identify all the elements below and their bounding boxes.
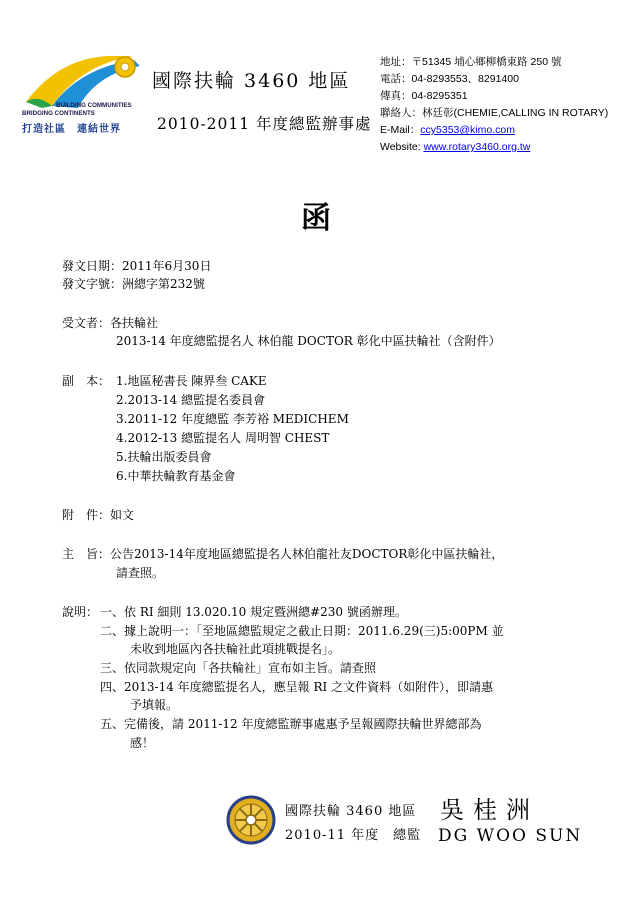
contact-fax: 傳真：04-8295351 bbox=[380, 90, 468, 102]
cc-item: 6.中華扶輪教育基金會 bbox=[116, 469, 236, 483]
email-label: E-Mail： bbox=[380, 124, 421, 136]
district-title: 國際扶輪 3460 地區 bbox=[152, 70, 351, 92]
issue-number: 發文字號：洲總字第232號 bbox=[62, 277, 205, 291]
contact-website-row bbox=[380, 139, 608, 156]
issue-date: 發文日期：2011年6月30日 bbox=[62, 259, 212, 273]
document-title: 函 bbox=[301, 201, 331, 236]
explanation-item: 一、依 RI 細則 13.020.10 規定暨洲總#230 號函辦理。 bbox=[100, 605, 407, 619]
explanation-item: 予填報。 bbox=[130, 698, 179, 712]
contact-email-row bbox=[380, 122, 608, 139]
cc-item: 5.扶輪出版委員會 bbox=[116, 450, 212, 464]
cc-item: 2.2013-14 總監提名委員會 bbox=[116, 393, 266, 407]
cc-item: 1.地區秘書長 陳界叁 CAKE bbox=[116, 374, 267, 388]
logo-line2: BRIDGING CONTINENTS bbox=[22, 110, 95, 117]
subject-line2: 請查照。 bbox=[116, 566, 165, 580]
bridge-logo-icon bbox=[22, 50, 152, 110]
contact-phone: 電話：04-8293553、8291400 bbox=[380, 73, 519, 85]
cc-label: 副 本： bbox=[62, 374, 111, 388]
contact-person: 聯絡人：林廷彰(CHEMIE,CALLING IN ROTARY) bbox=[380, 107, 609, 119]
cc-item: 4.2012-13 總監提名人 周明智 CHEST bbox=[116, 431, 330, 445]
logo-line1: BUILDING COMMUNITIES bbox=[56, 102, 132, 109]
rotary-wheel-icon bbox=[226, 795, 276, 845]
signature-name-cn: 吳桂洲 bbox=[440, 796, 539, 824]
office-title: 2010-2011 年度總監辦事處 bbox=[157, 115, 372, 133]
contact-address: 地址：〒51345 埔心鄉柳橋東路 250 號 bbox=[380, 56, 562, 68]
logo-slogan: 打造社區 連結世界 bbox=[22, 124, 121, 135]
explanation-item: 感！ bbox=[130, 736, 155, 750]
website-link[interactable]: www.rotary3460.org.tw bbox=[423, 141, 531, 153]
explanation-item: 三、依同款規定向「各扶輪社」宣布如主旨。請查照 bbox=[100, 661, 377, 675]
email-link[interactable]: ccy5353@kimo.com bbox=[420, 124, 515, 136]
contact-block bbox=[380, 54, 608, 156]
district-logo bbox=[22, 50, 152, 140]
recipient-label: 受文者：各扶輪社 bbox=[62, 316, 159, 330]
signature-title: 2010-11 年度 總監 bbox=[285, 828, 422, 843]
signature-name-en: DG WOO SUN bbox=[438, 826, 583, 846]
website-label: Website: bbox=[380, 141, 424, 153]
explanation-item: 五、完備後，請 2011-12 年度總監辦事處惠予呈報國際扶輪世界總部為 bbox=[100, 717, 482, 731]
attachment: 附 件：如文 bbox=[62, 508, 135, 522]
explanation-label: 說明： bbox=[62, 605, 99, 619]
explanation-item: 四、2013-14 年度總監提名人，應呈報 RI 之文件資料（如附件），即請惠 bbox=[100, 680, 494, 694]
explanation-item: 未收到地區內各扶輪社此項挑戰提名」。 bbox=[130, 642, 341, 656]
recipient-detail: 2013-14 年度總監提名人 林伯龍 DOCTOR 彰化中區扶輪社（含附件） bbox=[116, 334, 501, 348]
cc-item: 3.2011-12 年度總監 李芳裕 MEDICHEM bbox=[116, 412, 349, 426]
explanation-item: 二、據上說明一：「至地區總監規定之截止日期：2011.6.29(三)5:00PM 並 bbox=[100, 624, 504, 638]
subject-line1: 主 旨：公告2013-14年度地區總監提名人林伯龍社友DOCTOR彰化中區扶輪社， bbox=[62, 547, 504, 561]
signature-district: 國際扶輪 3460 地區 bbox=[285, 804, 417, 819]
